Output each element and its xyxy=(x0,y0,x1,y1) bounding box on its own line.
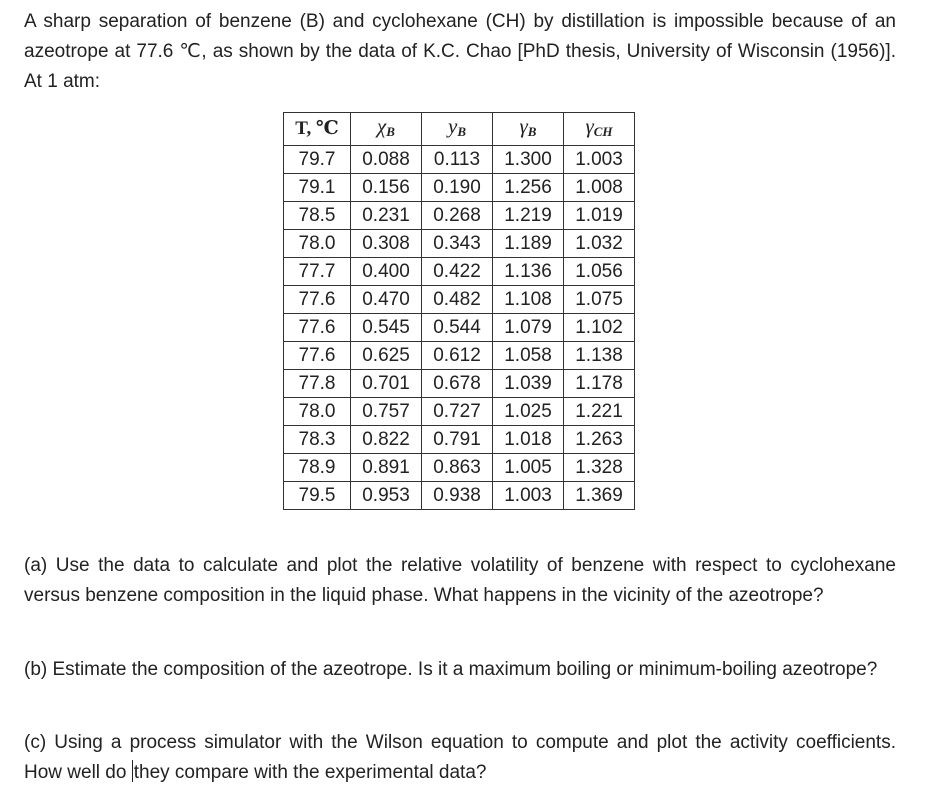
cell-gamma-benzene: 1.256 xyxy=(493,174,564,202)
cell-x-benzene: 0.156 xyxy=(351,174,422,202)
question-b: (b) Estimate the composition of the azeotrope. Is it a maximum boiling or minimum-boiling azeotrope? xyxy=(24,659,878,680)
table-row xyxy=(284,174,635,202)
header-temperature-label: T, ℃ xyxy=(295,118,339,139)
vle-data-table xyxy=(283,112,635,510)
cell-temperature: 77.6 xyxy=(284,342,351,370)
header-gamma-cyclohexane xyxy=(564,113,635,146)
cell-gamma-cyclohexane: 1.221 xyxy=(564,398,635,426)
cell-temperature: 77.6 xyxy=(284,286,351,314)
cell-gamma-cyclohexane: 1.056 xyxy=(564,258,635,286)
cell-y-benzene: 0.343 xyxy=(422,230,493,258)
cell-gamma-cyclohexane: 1.369 xyxy=(564,482,635,510)
header-y-subscript: B xyxy=(457,124,466,139)
question-c-text-end: they compare with the experimental data? xyxy=(133,762,487,783)
table-row xyxy=(284,146,635,174)
cell-x-benzene: 0.822 xyxy=(351,426,422,454)
cell-gamma-benzene: 1.079 xyxy=(493,314,564,342)
cell-temperature: 79.1 xyxy=(284,174,351,202)
cell-temperature: 78.0 xyxy=(284,398,351,426)
cell-x-benzene: 0.470 xyxy=(351,286,422,314)
header-x-symbol: χ xyxy=(377,114,387,138)
header-gamma-b-symbol: γ xyxy=(519,114,528,138)
cell-gamma-benzene: 1.300 xyxy=(493,146,564,174)
cell-gamma-cyclohexane: 1.075 xyxy=(564,286,635,314)
header-gamma-b-subscript: B xyxy=(527,124,537,139)
cell-gamma-benzene: 1.005 xyxy=(493,454,564,482)
question-a: (a) Use the data to calculate and plot the relative volatility of benzene with respect to cyclohexane versus benzene composition in the liquid phase. What happens in the vicinity of the azeotrope? xyxy=(24,555,896,606)
table-row xyxy=(284,286,635,314)
cell-x-benzene: 0.308 xyxy=(351,230,422,258)
cell-x-benzene: 0.891 xyxy=(351,454,422,482)
cell-y-benzene: 0.190 xyxy=(422,174,493,202)
cell-y-benzene: 0.612 xyxy=(422,342,493,370)
text-cursor xyxy=(132,760,133,782)
header-temperature xyxy=(284,113,351,146)
cell-gamma-benzene: 1.039 xyxy=(493,370,564,398)
cell-y-benzene: 0.482 xyxy=(422,286,493,314)
table-row xyxy=(284,230,635,258)
cell-x-benzene: 0.545 xyxy=(351,314,422,342)
cell-gamma-benzene: 1.058 xyxy=(493,342,564,370)
cell-gamma-cyclohexane: 1.328 xyxy=(564,454,635,482)
cell-y-benzene: 0.544 xyxy=(422,314,493,342)
cell-gamma-cyclohexane: 1.263 xyxy=(564,426,635,454)
cell-y-benzene: 0.791 xyxy=(422,426,493,454)
cell-gamma-cyclohexane: 1.003 xyxy=(564,146,635,174)
cell-gamma-cyclohexane: 1.138 xyxy=(564,342,635,370)
cell-x-benzene: 0.953 xyxy=(351,482,422,510)
table-row xyxy=(284,426,635,454)
cell-gamma-cyclohexane: 1.102 xyxy=(564,314,635,342)
header-gamma-ch-symbol: γ xyxy=(585,114,594,138)
question-c-text-start: (c) Using a process simulator with the Wilson equation to compute and plot the activity coefficients. How well do xyxy=(24,732,896,783)
cell-gamma-benzene: 1.018 xyxy=(493,426,564,454)
header-y-symbol: y xyxy=(448,114,458,138)
cell-y-benzene: 0.863 xyxy=(422,454,493,482)
table-row xyxy=(284,482,635,510)
header-gamma-benzene xyxy=(493,113,564,146)
cell-gamma-benzene: 1.219 xyxy=(493,202,564,230)
cell-y-benzene: 0.678 xyxy=(422,370,493,398)
cell-temperature: 78.0 xyxy=(284,230,351,258)
cell-x-benzene: 0.701 xyxy=(351,370,422,398)
cell-temperature: 77.8 xyxy=(284,370,351,398)
cell-gamma-benzene: 1.189 xyxy=(493,230,564,258)
header-x-subscript: B xyxy=(386,124,395,139)
cell-temperature: 78.9 xyxy=(284,454,351,482)
cell-gamma-cyclohexane: 1.032 xyxy=(564,230,635,258)
cell-x-benzene: 0.400 xyxy=(351,258,422,286)
cell-gamma-cyclohexane: 1.178 xyxy=(564,370,635,398)
cell-y-benzene: 0.268 xyxy=(422,202,493,230)
table-row xyxy=(284,454,635,482)
intro-paragraph: A sharp separation of benzene (B) and cyclohexane (CH) by distillation is impossible because of an azeotrope at 77.6 ℃, as shown by the data of K.C. Chao [PhD thesis, University of Wisconsin (1956)]. At 1 atm: xyxy=(24,11,896,92)
question-c xyxy=(24,728,896,788)
cell-x-benzene: 0.625 xyxy=(351,342,422,370)
table-row xyxy=(284,398,635,426)
table-row xyxy=(284,314,635,342)
cell-y-benzene: 0.938 xyxy=(422,482,493,510)
table-row xyxy=(284,370,635,398)
table-header-row xyxy=(284,113,635,146)
cell-y-benzene: 0.422 xyxy=(422,258,493,286)
cell-gamma-benzene: 1.025 xyxy=(493,398,564,426)
cell-temperature: 77.6 xyxy=(284,314,351,342)
header-y-benzene xyxy=(422,113,493,146)
cell-x-benzene: 0.088 xyxy=(351,146,422,174)
table-body xyxy=(284,146,635,510)
cell-y-benzene: 0.113 xyxy=(422,146,493,174)
cell-temperature: 78.3 xyxy=(284,426,351,454)
cell-gamma-benzene: 1.003 xyxy=(493,482,564,510)
cell-x-benzene: 0.231 xyxy=(351,202,422,230)
cell-y-benzene: 0.727 xyxy=(422,398,493,426)
cell-gamma-benzene: 1.108 xyxy=(493,286,564,314)
cell-gamma-benzene: 1.136 xyxy=(493,258,564,286)
table-row xyxy=(284,202,635,230)
cell-temperature: 79.5 xyxy=(284,482,351,510)
cell-gamma-cyclohexane: 1.008 xyxy=(564,174,635,202)
cell-temperature: 79.7 xyxy=(284,146,351,174)
cell-gamma-cyclohexane: 1.019 xyxy=(564,202,635,230)
cell-x-benzene: 0.757 xyxy=(351,398,422,426)
cell-temperature: 77.7 xyxy=(284,258,351,286)
header-gamma-ch-subscript: CH xyxy=(593,124,613,139)
header-x-benzene xyxy=(351,113,422,146)
table-row xyxy=(284,342,635,370)
table-row xyxy=(284,258,635,286)
cell-temperature: 78.5 xyxy=(284,202,351,230)
